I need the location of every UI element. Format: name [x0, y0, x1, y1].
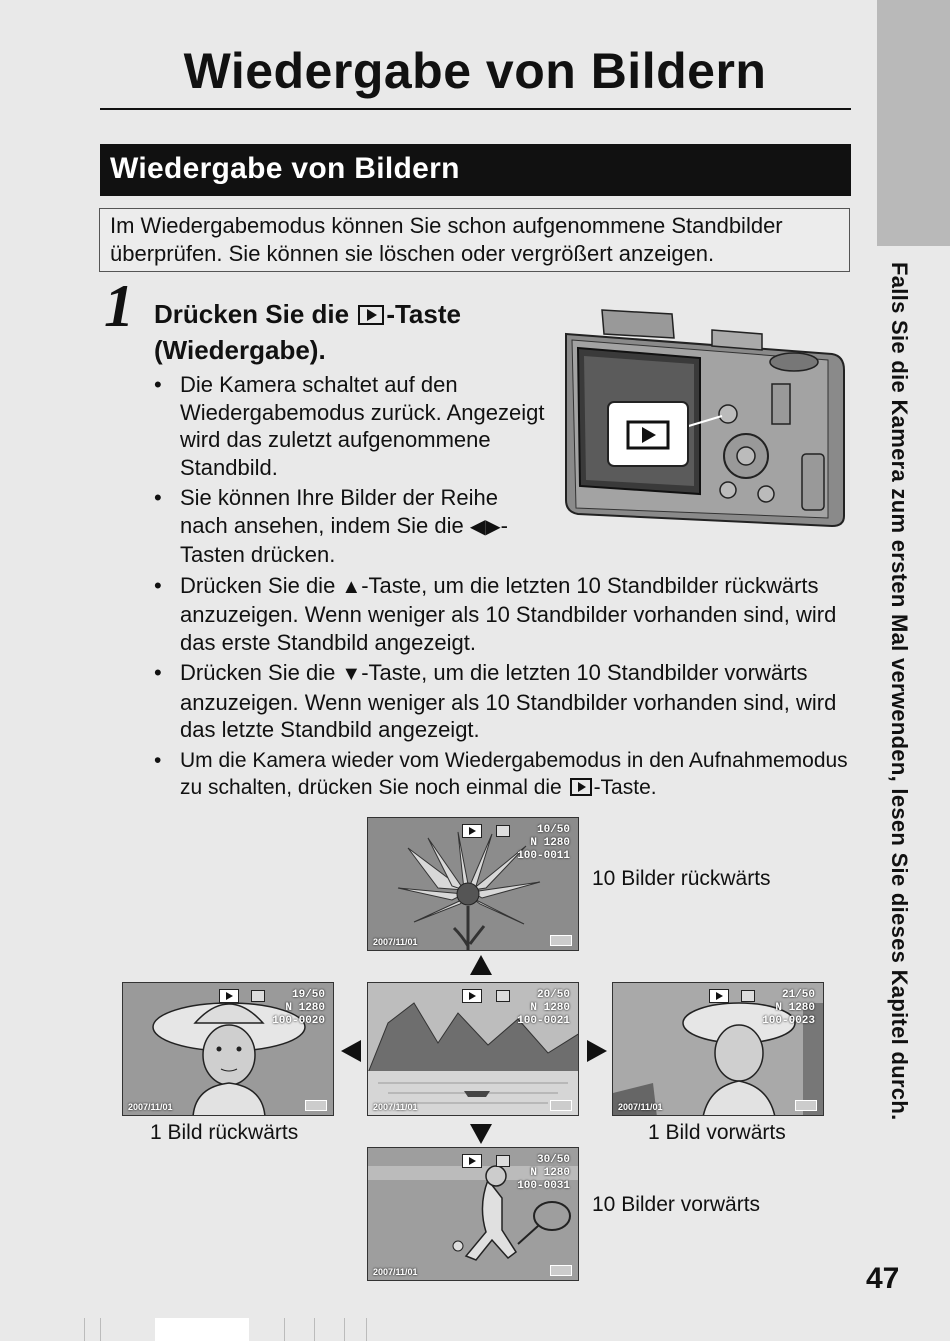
screen-osd: 21/50 N 1280 100-0023 — [762, 989, 815, 1027]
page-title: Wiedergabe von Bildern — [183, 43, 767, 99]
right-arrow-icon — [587, 1040, 607, 1062]
label-one-forward: 1 Bild vorwärts — [648, 1121, 786, 1144]
label-ten-back: 10 Bilder rückwärts — [592, 867, 771, 890]
screen-one-forward — [612, 982, 824, 1116]
battery-icon — [305, 1100, 327, 1111]
footer-registration-marks — [84, 1318, 384, 1341]
bullet-item: • Drücken Sie die ▲-Taste, um die letzten 10 Standbilder rückwärts anzuzeigen. Wenn weniger als 10 Standbilder vorhanden sind, wird das erste Standbild angezeigt. — [152, 572, 862, 657]
screen-osd: 30/50 N 1280 100-0031 — [517, 1154, 570, 1192]
screen-ten-back — [367, 817, 579, 951]
label-one-back: 1 Bild rückwärts — [150, 1121, 299, 1144]
camera-illustration — [562, 304, 850, 530]
screen-date: 2007/11/01 — [373, 1102, 418, 1112]
label-ten-forward: 10 Bilder vorwärts — [592, 1193, 761, 1216]
sd-card-icon — [496, 990, 510, 1002]
step-heading-post: -Taste (Wiedergabe). — [154, 299, 461, 365]
size-badge: N — [285, 1002, 292, 1014]
section-heading: Wiedergabe von Bildern — [100, 144, 851, 196]
bullet-item: • Drücken Sie die ▼-Taste, um die letzten 10 Standbilder vorwärts anzuzeigen. Wenn weniger als 10 Standbilder vorhanden sind, wird das letzte Standbild angezeigt. — [152, 659, 862, 744]
chapter-tab — [877, 0, 950, 246]
screen-one-back — [122, 982, 334, 1116]
screen-ten-forward — [367, 1147, 579, 1281]
sd-card-icon — [496, 1155, 510, 1167]
size-badge: N — [775, 1002, 782, 1014]
bullet-item: • Sie können Ihre Bilder der Reihe nach ansehen, indem Sie die ◀▶-Tasten drücken. — [152, 484, 550, 569]
screen-date: 2007/11/01 — [618, 1102, 663, 1112]
size-badge: N — [530, 837, 537, 849]
playback-mode-icon — [462, 1154, 482, 1168]
size-badge: N — [530, 1167, 537, 1179]
step-heading-pre: Drücken Sie die — [154, 299, 350, 329]
size-badge: N — [530, 1002, 537, 1014]
sd-card-icon — [496, 825, 510, 837]
page-number: 47 — [866, 1262, 900, 1295]
playback-button-icon — [570, 778, 592, 796]
left-arrow-icon — [341, 1040, 361, 1062]
battery-icon — [550, 935, 572, 946]
step-number: 1 — [104, 273, 134, 339]
battery-icon — [795, 1100, 817, 1111]
playback-mode-icon — [462, 824, 482, 838]
screen-date: 2007/11/01 — [373, 1267, 418, 1277]
playback-button-icon — [358, 305, 384, 325]
playback-mode-icon — [462, 989, 482, 1003]
battery-icon — [550, 1265, 572, 1276]
screen-date: 2007/11/01 — [373, 937, 418, 947]
sd-card-icon — [251, 990, 265, 1002]
battery-icon — [550, 1100, 572, 1111]
screen-current — [367, 982, 579, 1116]
intro-text: Im Wiedergabemodus können Sie schon aufgenommene Standbilder überprüfen. Sie können sie löschen oder vergrößert anzeigen. — [99, 208, 850, 272]
screen-date: 2007/11/01 — [128, 1102, 173, 1112]
left-right-arrows-icon: ◀▶ — [469, 515, 501, 538]
chapter-side-text: Falls Sie die Kamera zum ersten Mal verwenden, lesen Sie dieses Kapitel durch. — [887, 262, 912, 1121]
down-arrow-icon — [470, 1124, 492, 1144]
playback-mode-icon — [219, 989, 239, 1003]
down-arrow-icon: ▼ — [341, 663, 362, 685]
playback-mode-icon — [709, 989, 729, 1003]
screen-osd: 20/50 N 1280 100-0021 — [517, 989, 570, 1027]
step-heading — [154, 296, 554, 368]
bullet-item: • Um die Kamera wieder vom Wiedergabemodus in den Aufnahmemodus zu schalten, drücken Sie noch einmal die -Taste. — [152, 747, 862, 802]
title-rule — [100, 108, 851, 110]
bullet-item: • Die Kamera schaltet auf den Wiedergabemodus zurück. Angezeigt wird das zuletzt aufgenommene Standbild. — [152, 371, 550, 481]
up-arrow-icon — [470, 955, 492, 975]
screen-osd: 19/50 N 1280 100-0020 — [272, 989, 325, 1027]
screen-osd: 10/50 N 1280 100-0011 — [517, 824, 570, 862]
up-arrow-icon: ▲ — [341, 575, 362, 598]
sd-card-icon — [741, 990, 755, 1002]
